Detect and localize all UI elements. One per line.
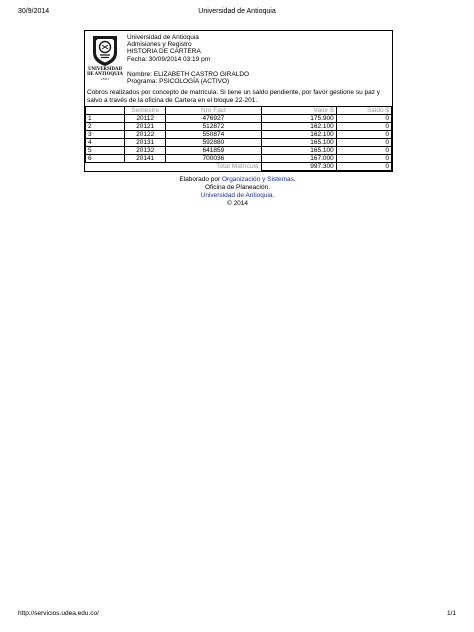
row-saldo: 0 [336,147,391,155]
col-header-nro-fact: Nro Fact [166,107,261,115]
universidad-link[interactable]: Universidad de Antioquia. [200,192,275,199]
row-nro-fact: 700036 [166,155,261,163]
credits-line2: Oficina de Planeación. [204,184,271,191]
row-index: 3 [86,131,125,139]
table-row [86,123,392,131]
table-row [86,139,392,147]
row-valor: 167.000 [261,155,336,163]
row-semestre: 20122 [125,131,166,139]
print-footer [18,610,456,622]
print-date: 30/9/2014 [18,8,50,15]
print-url: http://servicios.udea.edu.co/ [18,610,99,617]
notice-text: Cobros realizados por concepto de matrícula. Si tiene un saldo pendiente, por favor gestione su paz y salvo a través de la oficina de Cartera en el bloque 22-201. [87,89,381,104]
row-valor: 162.100 [261,123,336,131]
logo-text-line1: UNIVERSIDAD [88,67,122,72]
report-date: Fecha: 30/09/2014 03:19 pm [127,55,211,63]
col-header-semestre: Semestre [125,107,166,115]
row-valor: 162.100 [261,131,336,139]
row-semestre: 20121 [125,123,166,131]
row-saldo: 0 [336,123,391,131]
row-saldo: 0 [336,115,391,123]
total-value: 997.300 [261,163,336,171]
row-semestre: 20112 [125,115,166,123]
total-row [86,163,392,171]
print-title: Universidad de Antioquia [198,8,276,15]
organizacion-sistemas-link[interactable]: Organización y Sistemas [221,176,294,183]
row-saldo: 0 [336,155,391,163]
row-semestre: 20141 [125,155,166,163]
logo-year: 1803 [100,77,110,81]
logo-text-line2: DE ANTIOQUIA [87,72,123,77]
university-logo [85,31,125,87]
row-valor: 165.100 [261,139,336,147]
table-row [86,155,392,163]
credits-prefix: Elaborado por [179,176,221,183]
copyright: © 2014 [226,200,249,207]
row-nro-fact: 641859 [166,147,261,155]
row-index: 1 [86,115,125,123]
row-index: 5 [86,147,125,155]
row-index: 2 [86,123,125,131]
row-nro-fact: 476927 [166,115,261,123]
report-header [85,31,392,87]
table-row [86,147,392,155]
report-box [84,30,393,172]
cartera-table [85,106,392,171]
university-seal-icon [91,34,119,67]
total-label: Total Matrícula [216,163,259,171]
table-row [86,115,392,123]
row-saldo: 0 [336,131,391,139]
row-index: 6 [86,155,125,163]
credits-suffix: . [293,176,296,183]
row-nro-fact: 550874 [166,131,261,139]
total-balance: 0 [336,163,391,171]
print-header [18,8,456,20]
credits-line1 [84,176,391,184]
row-valor: 165.100 [261,147,336,155]
row-saldo: 0 [336,139,391,147]
row-nro-fact: 592880 [166,139,261,147]
col-header-valor: Valor $ [261,107,336,115]
institution-name: Universidad de Antioquia [127,34,199,41]
credits [84,176,391,208]
table-header-row [86,107,392,115]
table-row [86,131,392,139]
col-header-saldo: Saldo $ [336,107,391,115]
report-info [125,31,249,87]
col-header-index [86,107,125,115]
row-semestre: 20131 [125,139,166,147]
row-semestre: 20132 [125,147,166,155]
row-nro-fact: 512872 [166,123,261,131]
row-valor: 175.900 [261,115,336,123]
report-title: HISTORIA DE CARTERA [127,48,201,56]
student-program: Programa: PSICOLOGÍA (ACTIVO) [127,78,230,86]
student-name: Nombre: ELIZABETH CASTRO GIRALDO [127,70,250,78]
print-page-number: 1/1 [446,610,456,617]
department-name: Admisiones y Registro [127,41,192,49]
row-index: 4 [86,139,125,147]
